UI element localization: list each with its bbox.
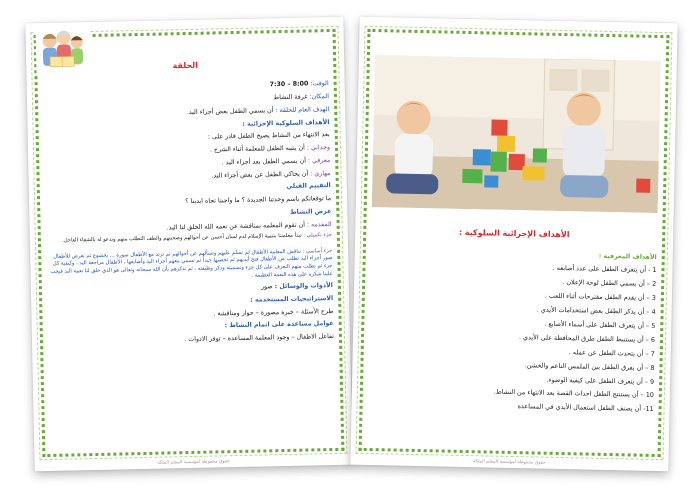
basic-row xyxy=(46,248,333,284)
success-factors-value: تفاعل الاطفال – وجود المعلمة المساعدة – توفر الادوات . xyxy=(184,333,335,344)
tools-value: صور xyxy=(260,283,273,291)
objective-item: 1 - أن يتعرف الطفل على عدد أصابعه . xyxy=(552,263,657,275)
success-factors-heading: عوامل مساعدة على اتمام النشاط : xyxy=(224,320,334,330)
basic-text: تناقش المعلمة الأطفال لم تسلم عليهم وتسألهم عن أحوالهم ثم ترتد مع الأطفال سورة ... بخشوع ثم تعرض للأطفال صور أجزاء اليد تطلب من الأطفال فتح أيديهم ثم تخصيها جيداً ثم تسمي معهم أجزاء اليد وأصابعها ، الأطفال مراجعة اليد ، وكيفية كل جزء ثم تطلب منهم التعرف على كل جزء وتسميته وذكر وظيفته ، ثم تذكرهم بأن الله سبحانه وتعالى هو الذي خلق لنا نعمة اليد فيجب علينا شكره على هذه النعمة العظيمة . xyxy=(50,248,333,279)
objective-item: 7 – أن يتحدث الطفل عن عمله . xyxy=(568,347,655,358)
objective-item: 6 – أن يستنبط الطفل طرق المحافظة على الأيدي . xyxy=(518,332,656,344)
cognitive-label: معرفي : xyxy=(307,156,331,165)
time-label: الوقت: xyxy=(310,80,329,88)
right-page-content xyxy=(367,55,661,447)
skill-label: مهاري : xyxy=(310,169,331,178)
pre-evaluation-heading: التقييم القبلي xyxy=(286,182,331,191)
objective-item: 4 – أن يذكر الطفل بعض استخدامات الأيدي . xyxy=(536,305,656,316)
time-value: 7:30 – 8:00 xyxy=(269,80,309,89)
cognitive-value: أن يسمي الطفل بعد أجزاء اليد . xyxy=(221,157,307,167)
left-page-content xyxy=(42,39,336,447)
behavioral-objectives-title: الأهداف الإجرائية السلوكية : xyxy=(458,227,570,240)
strategies-heading: الاستراتيجيات المستخدمه : xyxy=(250,294,334,304)
objective-item: 10 – أن يستنتج الطفل احداث القصة بعد الانتهاء من النشاط. xyxy=(493,388,654,400)
goal-label: الهدف العام للحلقة : xyxy=(275,105,330,115)
objective-item: 2 – أن يسمي الطفل لوحة الإعلان . xyxy=(562,278,657,289)
basic-label: جزء أساسي : xyxy=(302,247,333,255)
place-label: المكان: xyxy=(309,93,330,101)
children-playing-photo xyxy=(372,55,661,213)
presentation-heading: عرض النشاط xyxy=(289,207,332,216)
objective-item: 3 – أن يقدم الطفل مقترحات أثناء اللعب . xyxy=(544,291,656,302)
value-text: تبدأ معلمتنا بتنمية الإسلام لدم لسان أحسن عن أحوالهم وصحبتهم والطف التطلب منهم وندعو له بالشفاء العاجل. xyxy=(62,233,302,245)
right-page-footer: حقوق محفوظة لمؤسسة المعلم الملكة xyxy=(473,459,546,466)
left-page xyxy=(25,17,352,472)
cognitive-objectives-heading: الأهداف المعرفية : xyxy=(598,253,657,262)
objective-item: 5 – أن يتعرف الطفل على أسماء الأصابع . xyxy=(544,319,656,330)
skill-value: أن يحاكي الطفل عن بعض أجزاء اليد. xyxy=(211,170,309,180)
pre-evaluation-text: ما توقعاتكم باسم وحدتنا الجديدة ؟ ما واجبنا تجاه ابدينا ؟ xyxy=(185,195,332,206)
intro-text: أن تقوم المعلمه بمناقشة عن نعمه الله الخلق لنا اليد. xyxy=(166,221,306,232)
after-activity-text: بعد الانتهاء من النشاط يصبح الطفل قادر على : xyxy=(207,131,330,141)
left-page-footer: حقوق محفوظة لمؤسسة المعلم الملكة xyxy=(157,459,230,466)
emotional-value: أن ينتبه الطفل للمعلمة أثناء الشرح . xyxy=(209,144,305,154)
place-value: غرفة النشاط xyxy=(273,93,308,102)
objective-item: 9 – أن يتعرف الطفل على كيفية الوضوء. xyxy=(546,375,655,386)
value-label: جزء تكميلي : xyxy=(303,232,332,239)
objective-item: 8 – أن يفرق الطفل بين الملمس الناعم والخشن. xyxy=(524,360,655,372)
behavioral-heading: الأهداف السلوكية الإجرائية : xyxy=(242,118,330,128)
right-page xyxy=(350,17,677,472)
objectives-list xyxy=(368,260,657,415)
intro-label: المقدمه : xyxy=(306,220,332,229)
lesson-title: الحلقة xyxy=(172,60,199,71)
strategies-value: طرح الأسئلة – خبرة مصورة – حوار ومناقشة . xyxy=(213,307,334,318)
tools-label: الأدوات والوسائل : xyxy=(274,282,333,291)
emotional-label: وجداني : xyxy=(306,144,331,152)
goal-value: أن يسمي الطفل بعض أجزاء اليد. xyxy=(186,107,274,116)
objective-item: 11- أن يصنف الطفل استعمال الأيدي في المساعدة xyxy=(517,402,654,414)
